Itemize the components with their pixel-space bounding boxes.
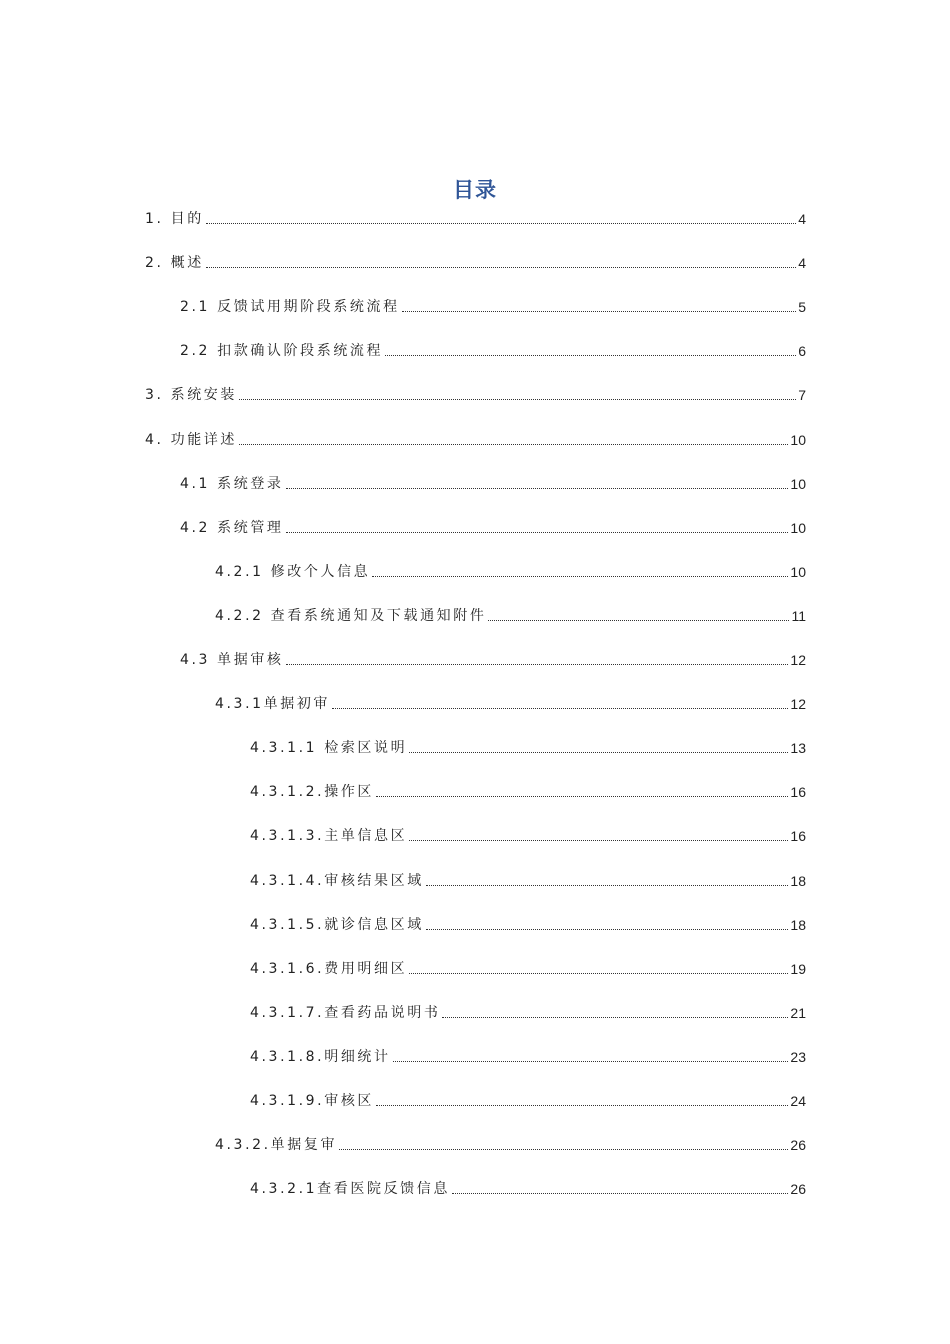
toc-entry[interactable] (250, 736, 806, 756)
toc-entry-title: 4. 功能详述 (145, 431, 238, 448)
toc-entry[interactable] (180, 516, 806, 536)
toc-entry[interactable] (250, 957, 806, 977)
toc-entry-title: 4.3.1.8.明细统计 (250, 1048, 391, 1065)
toc-entry-page-number: 18 (790, 872, 806, 889)
toc-entry-page-number: 10 (790, 563, 806, 580)
toc-entry-page-number: 7 (798, 387, 806, 404)
toc-entry-page-number: 23 (790, 1048, 806, 1065)
toc-entry[interactable] (180, 295, 806, 315)
toc-entry-page-number: 16 (790, 828, 806, 845)
toc-entry-page-number: 12 (790, 652, 806, 668)
toc-entry[interactable] (250, 913, 806, 933)
toc-entry-page-number: 16 (790, 784, 806, 801)
toc-dot-leader (393, 1061, 789, 1062)
toc-entry[interactable] (215, 692, 806, 712)
toc-entry[interactable] (180, 648, 806, 668)
toc-entry-title: 4.3.1.6.费用明细区 (250, 960, 408, 977)
toc-entry[interactable] (250, 1045, 806, 1065)
toc-entry[interactable] (180, 339, 806, 359)
toc-dot-leader (286, 664, 789, 665)
toc-dot-leader (488, 620, 789, 621)
toc-entry-title: 4.1 系统登录 (180, 475, 284, 492)
toc-entry-title: 4.3.1.3.主单信息区 (250, 828, 408, 845)
toc-entry-title: 3. 系统安装 (145, 387, 238, 404)
toc-dot-leader (376, 1105, 788, 1106)
toc-entry[interactable] (250, 780, 806, 800)
toc-entry-title: 4.3.1.1 检索区说明 (250, 740, 408, 757)
toc-entry-page-number: 4 (798, 211, 806, 227)
toc-dot-leader (442, 1017, 788, 1018)
toc-entry-title: 4.3 单据审核 (180, 652, 284, 668)
toc-entry-page-number: 10 (790, 519, 806, 536)
toc-entry-title: 2.2 扣款确认阶段系统流程 (180, 343, 384, 360)
toc-dot-leader (402, 311, 796, 312)
toc-entry-title: 4.3.1.9.审核区 (250, 1093, 375, 1109)
page-title: 目录 (453, 178, 497, 202)
toc-entry-page-number: 18 (790, 916, 806, 933)
toc-entry-page-number: 26 (790, 1181, 806, 1198)
toc-entry-page-number: 12 (790, 696, 806, 713)
toc-dot-leader (239, 444, 788, 445)
toc-entry[interactable] (215, 560, 806, 580)
toc-dot-leader (286, 488, 789, 489)
toc-entry[interactable] (250, 824, 806, 844)
toc-dot-leader (452, 1193, 788, 1194)
toc-dot-leader (206, 223, 796, 224)
toc-entry-page-number: 11 (791, 607, 806, 624)
toc-dot-leader (385, 355, 796, 356)
toc-entry-title: 4.3.2.单据复审 (215, 1137, 338, 1154)
toc-entry[interactable] (180, 472, 806, 492)
toc-entry-title: 2. 概述 (145, 255, 204, 272)
toc-dot-leader (339, 1149, 788, 1150)
toc-entry[interactable] (145, 383, 806, 403)
toc-dot-leader (426, 929, 789, 930)
toc-entry[interactable] (215, 1133, 806, 1153)
toc-entry[interactable] (145, 207, 806, 227)
toc-entry-title: 1. 目的 (145, 211, 204, 227)
toc-entry-title: 4.2.1 修改个人信息 (215, 563, 371, 580)
toc-entry-title: 4.3.1.4.审核结果区域 (250, 872, 424, 889)
toc-entry-page-number: 24 (790, 1093, 806, 1109)
toc-entry-page-number: 4 (798, 255, 806, 272)
toc-dot-leader (206, 267, 796, 268)
toc-entry-page-number: 6 (798, 343, 806, 360)
toc-dot-leader (239, 399, 796, 400)
toc-entry[interactable] (250, 869, 806, 889)
toc-entry-title: 4.3.1.5.就诊信息区域 (250, 916, 424, 933)
toc-entry-title: 4.2.2 查看系统通知及下载通知附件 (215, 607, 487, 624)
toc-entry-title: 4.3.2.1查看医院反馈信息 (250, 1181, 450, 1198)
toc-entry[interactable] (145, 428, 806, 448)
toc-entry[interactable] (250, 1177, 806, 1197)
toc-dot-leader (286, 532, 789, 533)
toc-entry-page-number: 21 (790, 1004, 806, 1021)
toc-entry-page-number: 10 (790, 431, 806, 448)
toc-entry-page-number: 13 (790, 740, 806, 757)
toc-entry-title: 4.3.1.7.查看药品说明书 (250, 1004, 441, 1021)
toc-entry[interactable] (250, 1089, 806, 1109)
toc-dot-leader (332, 708, 788, 709)
toc-entry-page-number: 5 (798, 299, 806, 316)
toc-entry-title: 4.3.1.2.操作区 (250, 784, 375, 801)
toc-dot-leader (426, 885, 789, 886)
toc-entry-title: 4.2 系统管理 (180, 519, 284, 536)
toc-entry-title: 4.3.1单据初审 (215, 696, 331, 713)
toc-entry[interactable] (145, 251, 806, 271)
toc-entry[interactable] (215, 604, 806, 624)
toc-entry-page-number: 10 (790, 475, 806, 492)
toc-dot-leader (376, 796, 788, 797)
toc-dot-leader (372, 576, 788, 577)
toc-entry-page-number: 26 (790, 1137, 806, 1154)
toc-dot-leader (409, 752, 788, 753)
toc-entry[interactable] (250, 1001, 806, 1021)
toc-dot-leader (409, 840, 788, 841)
toc-dot-leader (409, 973, 788, 974)
toc-entry-page-number: 19 (790, 960, 806, 977)
toc-entry-title: 2.1 反馈试用期阶段系统流程 (180, 299, 400, 316)
